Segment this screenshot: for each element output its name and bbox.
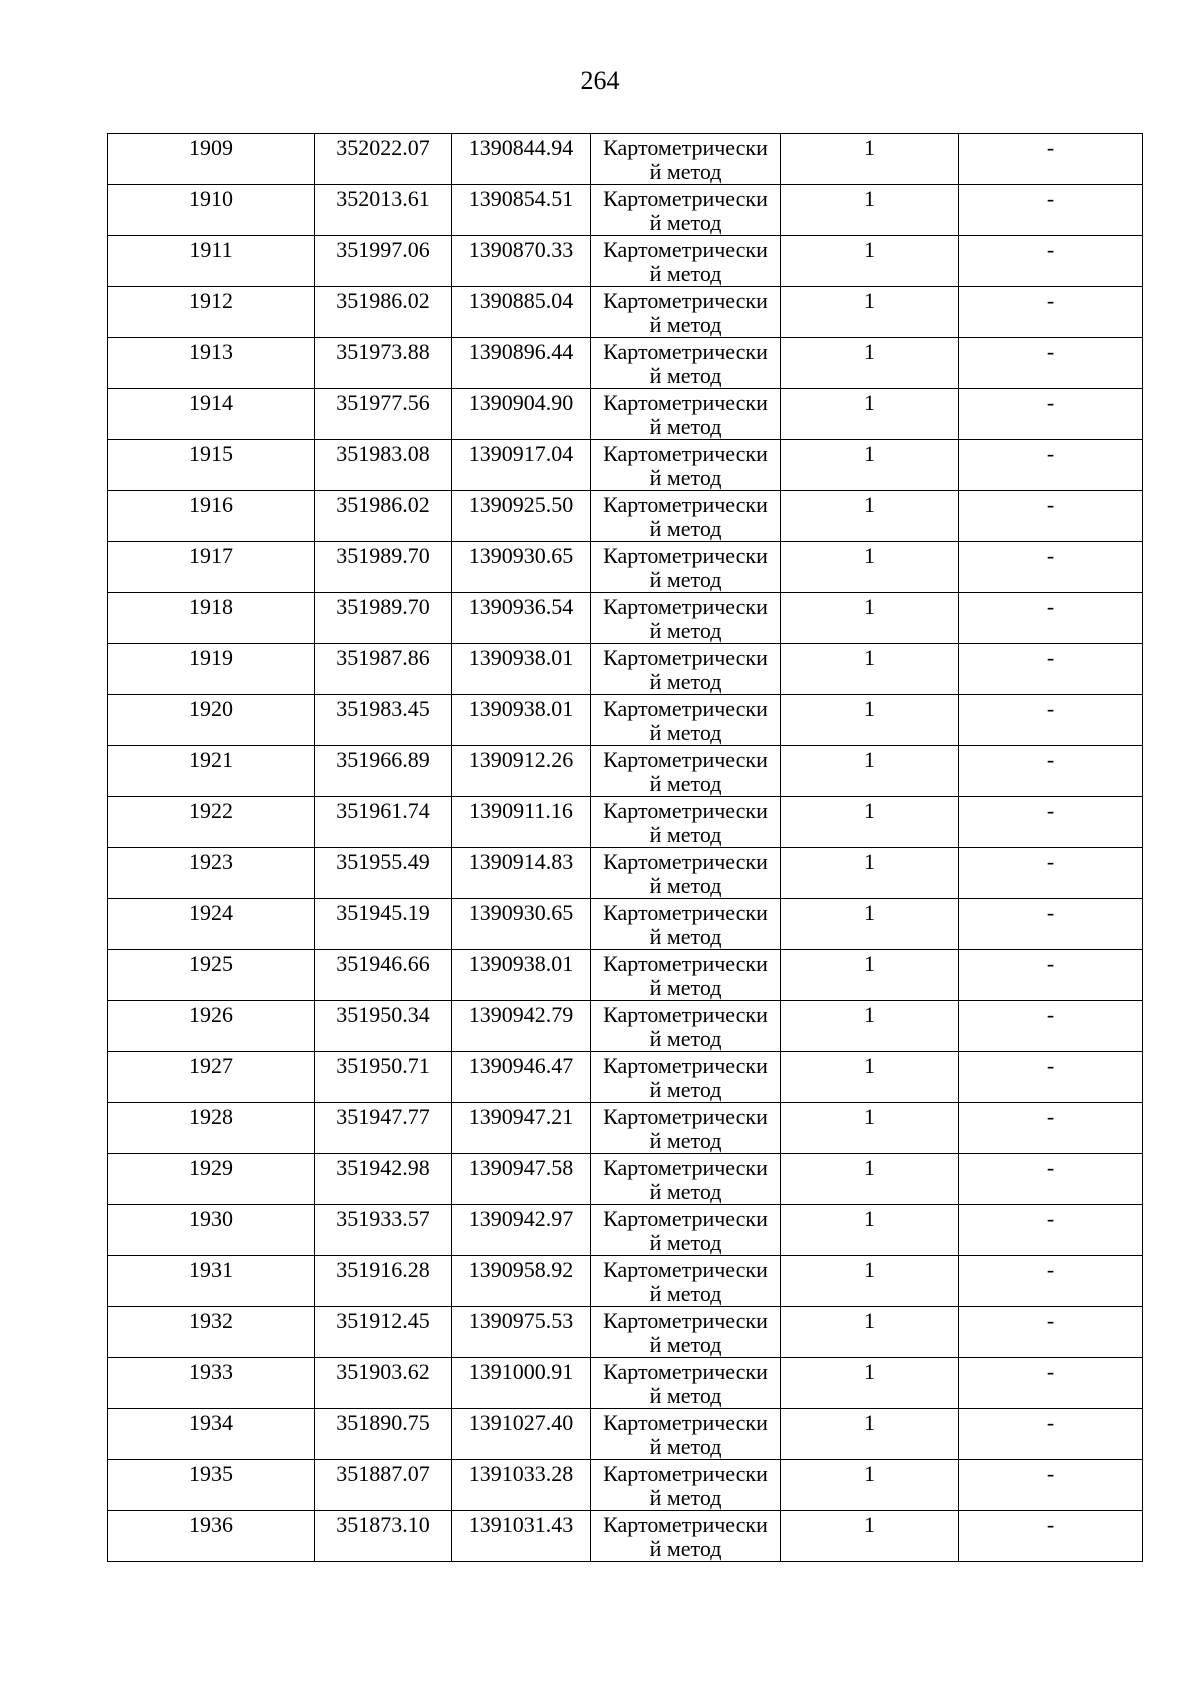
x-coordinate-cell: 351890.75 — [315, 1409, 452, 1460]
method-cell — [591, 1358, 781, 1409]
method-line-2: й метод — [649, 1128, 722, 1153]
point-number-cell: 1915 — [108, 440, 315, 491]
method-line-1: Картометрически — [603, 1002, 768, 1027]
point-number-cell: 1912 — [108, 287, 315, 338]
method-cell — [591, 287, 781, 338]
method-cell — [591, 389, 781, 440]
accuracy-cell: 1 — [781, 1358, 959, 1409]
point-number-cell: 1914 — [108, 389, 315, 440]
note-cell: - — [959, 797, 1143, 848]
note-cell: - — [959, 185, 1143, 236]
accuracy-cell: 1 — [781, 899, 959, 950]
accuracy-cell: 1 — [781, 644, 959, 695]
x-coordinate-cell: 351997.06 — [315, 236, 452, 287]
method-line-1: Картометрически — [603, 1461, 768, 1486]
x-coordinate-cell: 351887.07 — [315, 1460, 452, 1511]
table-row — [108, 1460, 1143, 1511]
accuracy-cell: 1 — [781, 1307, 959, 1358]
method-line-2: й метод — [649, 414, 722, 439]
table-row — [108, 1154, 1143, 1205]
note-cell: - — [959, 1511, 1143, 1562]
point-number-cell: 1920 — [108, 695, 315, 746]
note-cell: - — [959, 1052, 1143, 1103]
y-coordinate-cell: 1391033.28 — [452, 1460, 591, 1511]
note-cell: - — [959, 236, 1143, 287]
accuracy-cell: 1 — [781, 338, 959, 389]
table-row — [108, 695, 1143, 746]
method-line-1: Картометрически — [603, 849, 768, 874]
x-coordinate-cell: 351955.49 — [315, 848, 452, 899]
x-coordinate-cell: 351912.45 — [315, 1307, 452, 1358]
method-cell — [591, 1052, 781, 1103]
accuracy-cell: 1 — [781, 1460, 959, 1511]
method-line-2: й метод — [649, 618, 722, 643]
accuracy-cell: 1 — [781, 236, 959, 287]
method-line-2: й метод — [649, 363, 722, 388]
point-number-cell: 1918 — [108, 593, 315, 644]
table-row — [108, 1103, 1143, 1154]
table-row — [108, 899, 1143, 950]
method-line-2: й метод — [649, 1026, 722, 1051]
y-coordinate-cell: 1390885.04 — [452, 287, 591, 338]
x-coordinate-cell: 351983.08 — [315, 440, 452, 491]
note-cell: - — [959, 1154, 1143, 1205]
point-number-cell: 1916 — [108, 491, 315, 542]
point-number-cell: 1932 — [108, 1307, 315, 1358]
method-line-1: Картометрически — [603, 747, 768, 772]
method-line-2: й метод — [649, 1281, 722, 1306]
accuracy-cell: 1 — [781, 1052, 959, 1103]
coordinates-table-body — [108, 134, 1143, 1562]
accuracy-cell: 1 — [781, 1409, 959, 1460]
method-line-1: Картометрически — [603, 543, 768, 568]
method-line-1: Картометрически — [603, 594, 768, 619]
accuracy-cell: 1 — [781, 287, 959, 338]
method-cell — [591, 134, 781, 185]
y-coordinate-cell: 1390930.65 — [452, 542, 591, 593]
method-line-1: Картометрически — [603, 1410, 768, 1435]
y-coordinate-cell: 1390947.58 — [452, 1154, 591, 1205]
method-cell — [591, 542, 781, 593]
method-line-1: Картометрически — [603, 237, 768, 262]
point-number-cell: 1924 — [108, 899, 315, 950]
x-coordinate-cell: 351983.45 — [315, 695, 452, 746]
accuracy-cell: 1 — [781, 389, 959, 440]
y-coordinate-cell: 1390844.94 — [452, 134, 591, 185]
x-coordinate-cell: 351989.70 — [315, 593, 452, 644]
x-coordinate-cell: 351989.70 — [315, 542, 452, 593]
method-cell — [591, 338, 781, 389]
method-line-2: й метод — [649, 159, 722, 184]
y-coordinate-cell: 1390942.97 — [452, 1205, 591, 1256]
x-coordinate-cell: 351903.62 — [315, 1358, 452, 1409]
point-number-cell: 1911 — [108, 236, 315, 287]
y-coordinate-cell: 1390938.01 — [452, 950, 591, 1001]
x-coordinate-cell: 351986.02 — [315, 287, 452, 338]
x-coordinate-cell: 351961.74 — [315, 797, 452, 848]
method-line-1: Картометрически — [603, 135, 768, 160]
accuracy-cell: 1 — [781, 1154, 959, 1205]
y-coordinate-cell: 1390942.79 — [452, 1001, 591, 1052]
x-coordinate-cell: 351950.34 — [315, 1001, 452, 1052]
method-line-2: й метод — [649, 516, 722, 541]
x-coordinate-cell: 351973.88 — [315, 338, 452, 389]
y-coordinate-cell: 1390854.51 — [452, 185, 591, 236]
x-coordinate-cell: 351947.77 — [315, 1103, 452, 1154]
point-number-cell: 1910 — [108, 185, 315, 236]
accuracy-cell: 1 — [781, 134, 959, 185]
accuracy-cell: 1 — [781, 185, 959, 236]
table-row — [108, 440, 1143, 491]
point-number-cell: 1928 — [108, 1103, 315, 1154]
method-cell — [591, 1409, 781, 1460]
table-row — [108, 848, 1143, 899]
method-cell — [591, 1511, 781, 1562]
accuracy-cell: 1 — [781, 797, 959, 848]
y-coordinate-cell: 1390896.44 — [452, 338, 591, 389]
note-cell: - — [959, 746, 1143, 797]
method-line-2: й метод — [649, 1536, 722, 1561]
method-line-2: й метод — [649, 975, 722, 1000]
method-cell — [591, 1307, 781, 1358]
point-number-cell: 1931 — [108, 1256, 315, 1307]
point-number-cell: 1921 — [108, 746, 315, 797]
x-coordinate-cell: 351987.86 — [315, 644, 452, 695]
y-coordinate-cell: 1390936.54 — [452, 593, 591, 644]
method-line-2: й метод — [649, 669, 722, 694]
method-cell — [591, 797, 781, 848]
y-coordinate-cell: 1390938.01 — [452, 644, 591, 695]
table-row — [108, 287, 1143, 338]
method-cell — [591, 899, 781, 950]
method-cell — [591, 593, 781, 644]
note-cell: - — [959, 338, 1143, 389]
table-row — [108, 134, 1143, 185]
note-cell: - — [959, 848, 1143, 899]
accuracy-cell: 1 — [781, 1511, 959, 1562]
accuracy-cell: 1 — [781, 746, 959, 797]
x-coordinate-cell: 351966.89 — [315, 746, 452, 797]
note-cell: - — [959, 593, 1143, 644]
method-line-1: Картометрически — [603, 696, 768, 721]
method-line-2: й метод — [649, 873, 722, 898]
accuracy-cell: 1 — [781, 440, 959, 491]
table-row — [108, 1001, 1143, 1052]
y-coordinate-cell: 1390870.33 — [452, 236, 591, 287]
method-cell — [591, 695, 781, 746]
note-cell: - — [959, 1103, 1143, 1154]
table-row — [108, 797, 1143, 848]
method-line-1: Картометрически — [603, 186, 768, 211]
table-row — [108, 746, 1143, 797]
table-row — [108, 185, 1143, 236]
x-coordinate-cell: 351942.98 — [315, 1154, 452, 1205]
method-line-2: й метод — [649, 1179, 722, 1204]
method-line-1: Картометрически — [603, 441, 768, 466]
point-number-cell: 1934 — [108, 1409, 315, 1460]
method-cell — [591, 1205, 781, 1256]
method-line-2: й метод — [649, 1332, 722, 1357]
y-coordinate-cell: 1390904.90 — [452, 389, 591, 440]
method-cell — [591, 848, 781, 899]
method-line-1: Картометрически — [603, 390, 768, 415]
accuracy-cell: 1 — [781, 695, 959, 746]
note-cell: - — [959, 1307, 1143, 1358]
method-cell — [591, 236, 781, 287]
point-number-cell: 1922 — [108, 797, 315, 848]
table-row — [108, 1256, 1143, 1307]
x-coordinate-cell: 351986.02 — [315, 491, 452, 542]
table-row — [108, 1358, 1143, 1409]
point-number-cell: 1930 — [108, 1205, 315, 1256]
note-cell: - — [959, 287, 1143, 338]
method-cell — [591, 1001, 781, 1052]
note-cell: - — [959, 644, 1143, 695]
note-cell: - — [959, 389, 1143, 440]
method-line-2: й метод — [649, 1485, 722, 1510]
point-number-cell: 1936 — [108, 1511, 315, 1562]
y-coordinate-cell: 1391000.91 — [452, 1358, 591, 1409]
method-line-1: Картометрически — [603, 1308, 768, 1333]
y-coordinate-cell: 1390930.65 — [452, 899, 591, 950]
note-cell: - — [959, 950, 1143, 1001]
note-cell: - — [959, 440, 1143, 491]
method-line-2: й метод — [649, 1077, 722, 1102]
x-coordinate-cell: 351977.56 — [315, 389, 452, 440]
method-line-2: й метод — [649, 1434, 722, 1459]
x-coordinate-cell: 352022.07 — [315, 134, 452, 185]
point-number-cell: 1909 — [108, 134, 315, 185]
note-cell: - — [959, 1358, 1143, 1409]
y-coordinate-cell: 1390946.47 — [452, 1052, 591, 1103]
point-number-cell: 1929 — [108, 1154, 315, 1205]
coordinates-table — [107, 133, 1143, 1562]
table-row — [108, 593, 1143, 644]
method-line-2: й метод — [649, 924, 722, 949]
note-cell: - — [959, 899, 1143, 950]
x-coordinate-cell: 351933.57 — [315, 1205, 452, 1256]
method-cell — [591, 491, 781, 542]
method-line-1: Картометрически — [603, 1512, 768, 1537]
method-line-2: й метод — [649, 720, 722, 745]
method-line-1: Картометрически — [603, 1155, 768, 1180]
method-line-1: Картометрически — [603, 1257, 768, 1282]
y-coordinate-cell: 1390975.53 — [452, 1307, 591, 1358]
y-coordinate-cell: 1390912.26 — [452, 746, 591, 797]
table-row — [108, 1205, 1143, 1256]
table-row — [108, 644, 1143, 695]
note-cell: - — [959, 1001, 1143, 1052]
y-coordinate-cell: 1390914.83 — [452, 848, 591, 899]
note-cell: - — [959, 1205, 1143, 1256]
method-cell — [591, 1460, 781, 1511]
method-line-2: й метод — [649, 261, 722, 286]
x-coordinate-cell: 351945.19 — [315, 899, 452, 950]
accuracy-cell: 1 — [781, 950, 959, 1001]
note-cell: - — [959, 134, 1143, 185]
method-line-1: Картометрически — [603, 1104, 768, 1129]
method-line-2: й метод — [649, 210, 722, 235]
method-line-2: й метод — [649, 1230, 722, 1255]
method-line-1: Картометрически — [603, 288, 768, 313]
method-line-1: Картометрически — [603, 900, 768, 925]
x-coordinate-cell: 351916.28 — [315, 1256, 452, 1307]
point-number-cell: 1919 — [108, 644, 315, 695]
accuracy-cell: 1 — [781, 491, 959, 542]
method-cell — [591, 746, 781, 797]
x-coordinate-cell: 351873.10 — [315, 1511, 452, 1562]
method-line-1: Картометрически — [603, 339, 768, 364]
method-line-1: Картометрически — [603, 1053, 768, 1078]
point-number-cell: 1925 — [108, 950, 315, 1001]
method-cell — [591, 950, 781, 1001]
accuracy-cell: 1 — [781, 1205, 959, 1256]
method-line-1: Картометрически — [603, 951, 768, 976]
accuracy-cell: 1 — [781, 848, 959, 899]
table-row — [108, 338, 1143, 389]
point-number-cell: 1913 — [108, 338, 315, 389]
note-cell: - — [959, 491, 1143, 542]
method-cell — [591, 440, 781, 491]
method-line-1: Картометрически — [603, 1359, 768, 1384]
point-number-cell: 1926 — [108, 1001, 315, 1052]
page-number: 264 — [580, 66, 620, 95]
method-line-1: Картометрически — [603, 1206, 768, 1231]
point-number-cell: 1927 — [108, 1052, 315, 1103]
y-coordinate-cell: 1390925.50 — [452, 491, 591, 542]
method-cell — [591, 1103, 781, 1154]
table-row — [108, 491, 1143, 542]
method-line-2: й метод — [649, 822, 722, 847]
method-line-2: й метод — [649, 771, 722, 796]
method-line-1: Картометрически — [603, 492, 768, 517]
note-cell: - — [959, 542, 1143, 593]
table-row — [108, 1052, 1143, 1103]
point-number-cell: 1933 — [108, 1358, 315, 1409]
method-line-2: й метод — [649, 1383, 722, 1408]
y-coordinate-cell: 1390917.04 — [452, 440, 591, 491]
method-cell — [591, 1154, 781, 1205]
note-cell: - — [959, 1256, 1143, 1307]
accuracy-cell: 1 — [781, 1001, 959, 1052]
y-coordinate-cell: 1391031.43 — [452, 1511, 591, 1562]
method-cell — [591, 1256, 781, 1307]
method-line-1: Картометрически — [603, 798, 768, 823]
method-line-2: й метод — [649, 567, 722, 592]
x-coordinate-cell: 352013.61 — [315, 185, 452, 236]
point-number-cell: 1935 — [108, 1460, 315, 1511]
y-coordinate-cell: 1390947.21 — [452, 1103, 591, 1154]
accuracy-cell: 1 — [781, 593, 959, 644]
y-coordinate-cell: 1390938.01 — [452, 695, 591, 746]
table-row — [108, 542, 1143, 593]
table-row — [108, 1511, 1143, 1562]
method-cell — [591, 185, 781, 236]
point-number-cell: 1923 — [108, 848, 315, 899]
accuracy-cell: 1 — [781, 1103, 959, 1154]
table-row — [108, 1409, 1143, 1460]
y-coordinate-cell: 1390911.16 — [452, 797, 591, 848]
point-number-cell: 1917 — [108, 542, 315, 593]
y-coordinate-cell: 1391027.40 — [452, 1409, 591, 1460]
method-line-2: й метод — [649, 465, 722, 490]
accuracy-cell: 1 — [781, 542, 959, 593]
method-cell — [591, 644, 781, 695]
method-line-1: Картометрически — [603, 645, 768, 670]
note-cell: - — [959, 695, 1143, 746]
x-coordinate-cell: 351950.71 — [315, 1052, 452, 1103]
table-row — [108, 950, 1143, 1001]
note-cell: - — [959, 1409, 1143, 1460]
method-line-2: й метод — [649, 312, 722, 337]
accuracy-cell: 1 — [781, 1256, 959, 1307]
table-row — [108, 236, 1143, 287]
note-cell: - — [959, 1460, 1143, 1511]
y-coordinate-cell: 1390958.92 — [452, 1256, 591, 1307]
x-coordinate-cell: 351946.66 — [315, 950, 452, 1001]
table-row — [108, 1307, 1143, 1358]
table-row — [108, 389, 1143, 440]
